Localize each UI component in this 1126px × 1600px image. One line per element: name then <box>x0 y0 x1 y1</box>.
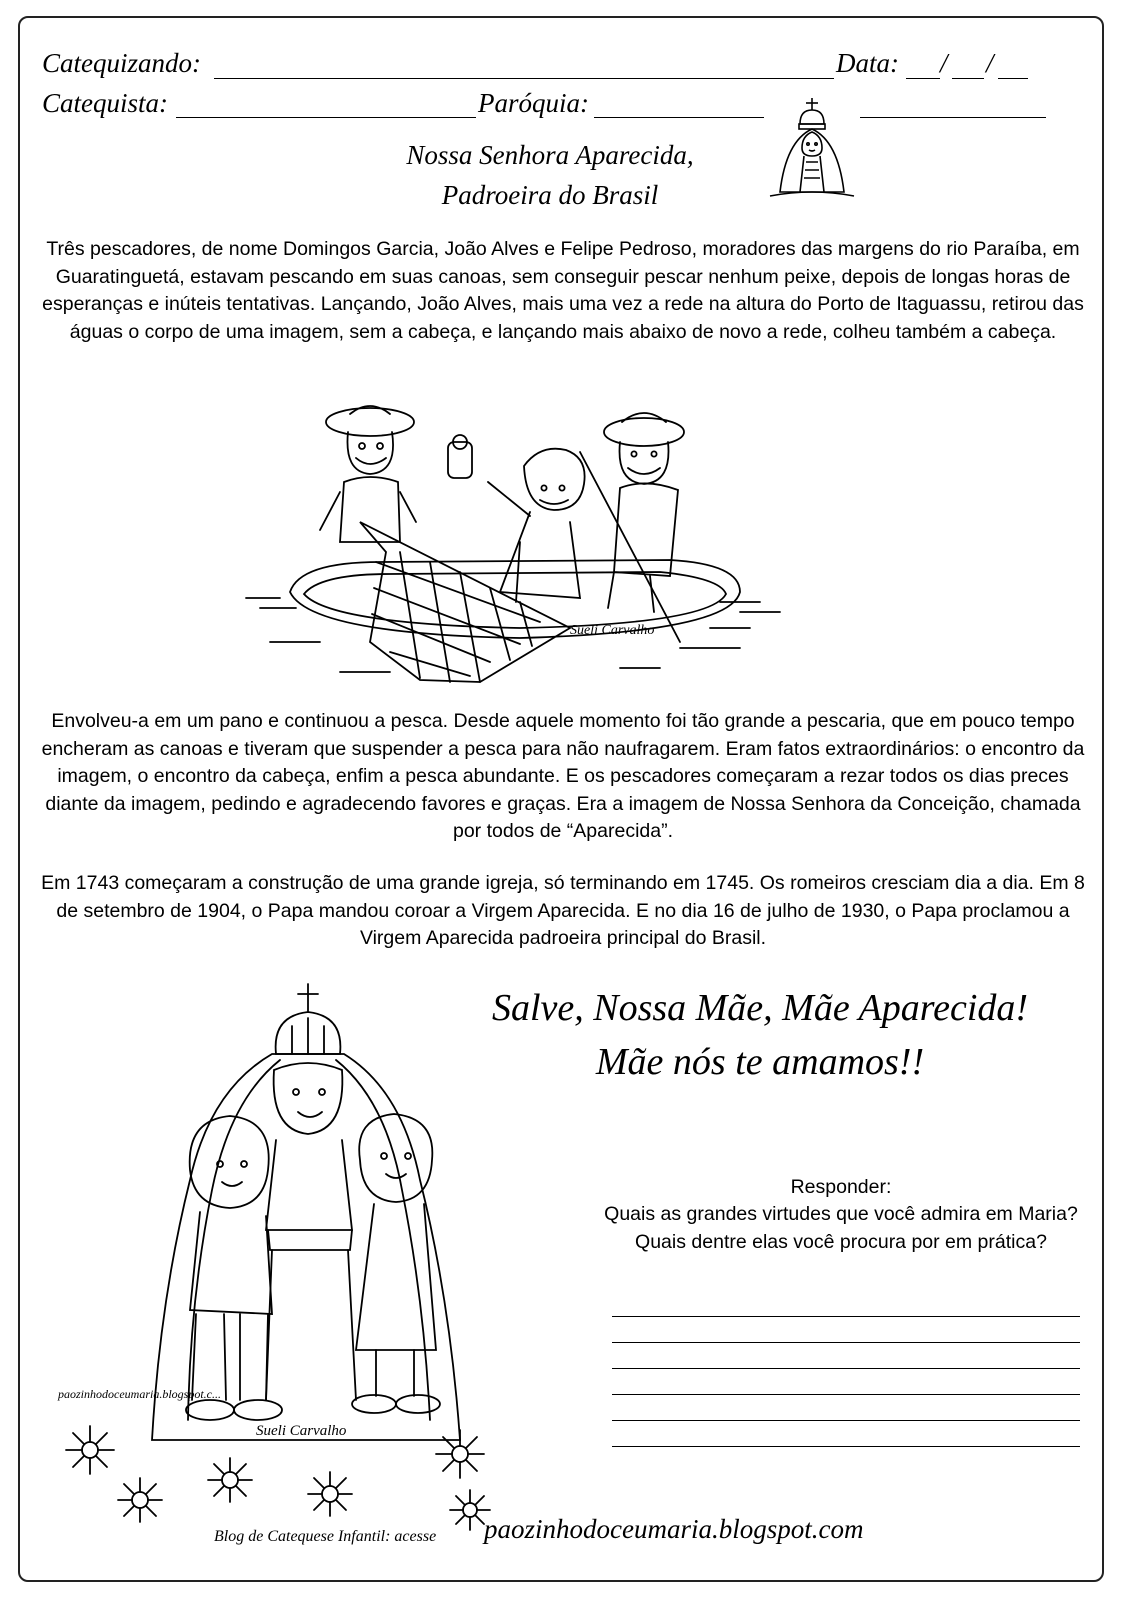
answer-line-2[interactable] <box>612 1342 1080 1343</box>
mary-with-children-illustration <box>40 980 520 1540</box>
catequizando-label: Catequizando: <box>42 48 201 78</box>
aparecida-statue-icon <box>766 96 858 200</box>
paroquia-field[interactable] <box>594 117 764 118</box>
salve-line-2: Mãe nós te amamos!! <box>595 1041 925 1083</box>
footer-blog-url[interactable]: paozinhodoceumaria.blogspot.com <box>484 1514 864 1544</box>
page-title-line-2: Padroeira do Brasil <box>441 180 659 210</box>
question-heading: Responder: <box>790 1176 892 1198</box>
footer-blog-label: Blog de Catequese Infantil: acesse <box>214 1528 437 1545</box>
date-day-field[interactable] <box>906 78 940 79</box>
page-title-line-1: Nossa Senhora Aparecida, <box>406 140 694 170</box>
data-label: Data: <box>836 48 899 78</box>
paroquia-label: Paróquia: <box>478 88 589 118</box>
answer-line-1[interactable] <box>612 1316 1080 1317</box>
date-month-field[interactable] <box>952 78 984 79</box>
catequista-label: Catequista: <box>42 88 168 118</box>
story-paragraph-1: Três pescadores, de nome Domingos Garcia, João Alves e Felipe Pedroso, moradores das margens do rio Paraíba, em Guaratinguetá, estavam pescando em suas canoas, sem conseguir pescar nenhum peixe, depois de longas horas de esperanças e inúteis tentativas. Lançando, João Alves, mais uma vez a rede na altura do Porto de Itaguassu, retirou das águas o corpo de uma imagem, sem a cabeça, e lançando mais abaixo de novo a rede, colheu também a cabeça. <box>42 238 1084 343</box>
illustration-watermark: paozinhodoceumaria.blogspot.c... <box>58 1387 221 1401</box>
date-slash: / <box>986 48 994 78</box>
catequizando-field[interactable] <box>214 78 834 79</box>
salve-line-1: Salve, Nossa Mãe, Mãe Aparecida! <box>491 987 1029 1029</box>
answer-line-4[interactable] <box>612 1394 1080 1395</box>
mary-illustration-credit: Sueli Carvalho <box>256 1423 347 1439</box>
date-slash: / <box>940 48 948 78</box>
fishermen-boat-illustration <box>240 392 800 692</box>
question-text: Quais as grandes virtudes que você admira em Maria? Quais dentre elas você procura por em prática? <box>604 1203 1078 1253</box>
answer-line-6[interactable] <box>612 1446 1080 1447</box>
answer-line-3[interactable] <box>612 1368 1080 1369</box>
date-year-field[interactable] <box>998 78 1028 79</box>
answer-line-5[interactable] <box>612 1420 1080 1421</box>
paroquia-field-extra[interactable] <box>860 117 1046 118</box>
boat-illustration-credit: Sueli Carvalho <box>570 623 655 638</box>
story-paragraph-2: Envolveu-a em um pano e continuou a pesca. Desde aquele momento foi tão grande a pescaria, que em pouco tempo encheram as canoas e tiveram que suspender a pesca para não naufragarem. Eram fatos extraordinários: o encontro da imagem, o encontro da cabeça, enfim a pesca abundante. E os pescadores começaram a rezar todos os dias preces diante da imagem, pedindo e agradecendo favores e graças. Era a imagem de Nossa Senhora da Conceição, chamada por todos de “Aparecida”. <box>41 710 1085 842</box>
story-paragraph-3: Em 1743 começaram a construção de uma grande igreja, só terminando em 1745. Os romeiros cresciam dia a dia. Em 8 de setembro de 1904, o Papa mandou coroar a Virgem Aparecida. E no dia 16 de julho de 1930, o Papa proclamou a Virgem Aparecida padroeira principal do Brasil. <box>41 872 1085 949</box>
catequista-field[interactable] <box>176 117 476 118</box>
